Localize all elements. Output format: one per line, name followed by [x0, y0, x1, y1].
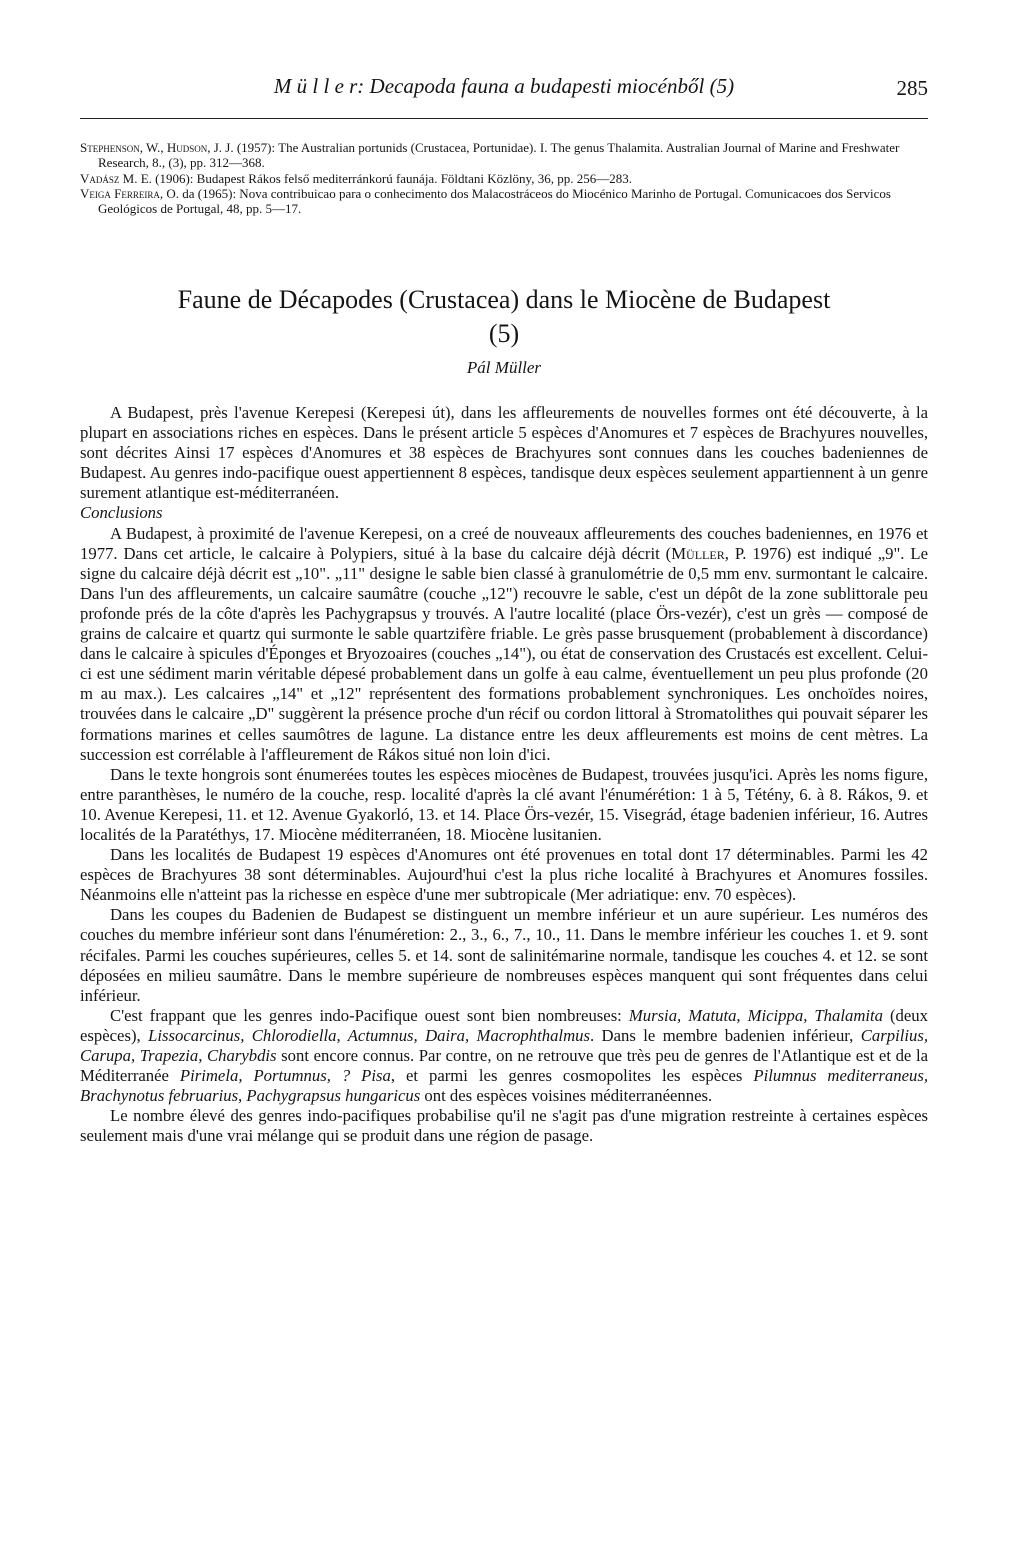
genus-names: Pirimela, Portumnus, ? Pisa: [179, 1066, 391, 1086]
text-run: , P. 1976) est indiqué „9". Le signe du calcaire déjà décrit est „10". „11" designe le sable bien classé à granulométrie de 0,5 mm env. surmontant le calcaire. Dans l'un des affleurements, un calcaire saumâtre (couche „12") recouvre le sable, c'est un dépôt de la zone sublittorale peu profonde prés de la côte d'après les Pachygrapsus y trouvés. A l'autre localité (place Örs-vezér), c'est un grès — composé de grains de calcaire et quartz qui surmonte le sable quartzifère friable. Le grès passe brusquement (probablement à discordance) dans le calcaire à spicules d'Éponges et Bryozoaires (couches „14"), ou état de conservation des Crustacés est excellent. Celui-ci est une sédiment marin véritable dépesé probablement dans un golfe à eau calme, éventuellement un peu plus profonde (20 m au max.). Les calcaires „14" et „12" représentent des formations probablement synchroniques. Les onchoïdes noires, trouvées dans le calcaire „D" suggèrent la présence proche d'un récif ou cordon littoral à Stromatolithes qui pouvait séparer les formations marines et celles saumôtres de lagune. La distance entre les deux affleurements est moins de cent mètres. La succession est corrélable à l'affleurement de Rákos situé non loin d'ici.: [80, 543, 928, 764]
reference-list: [80, 140, 928, 216]
body-paragraph: [80, 524, 928, 765]
text-run: sont encore connus. Par contre, on ne retrouve que très peu de genres de l'Atlantique est et de la Méditerranée: [80, 1046, 928, 1086]
abstract-paragraph: A Budapest, près l'avenue Kerepesi (Kerepesi út), dans les affleurements de nouvelles formes ont été découverte, à la plupart en associations riches en espèces. Dans le présent article 5 espèces d'Anomures et 7 espèces de Brachyures nouvelles, sont décrites Ainsi 17 espèces d'Anomures et 38 espèces de Brachyures sont connues dans les couches badeniennes de Budapest. Au genres indo-pacifique ouest appertiennent 8 espèces, tandisque deux espèces seulement appartiennent à un genre surement atlantique est-méditerranéen.: [80, 403, 928, 503]
body-paragraph: [80, 1006, 928, 1106]
reference-text: (1906): Budapest Rákos felső mediterránkorú faunája. Földtani Közlöny, 36, pp. 256—283.: [155, 170, 632, 186]
text-run: . Dans le membre badenien inférieur,: [589, 1025, 861, 1045]
article-title-number: (5): [488, 319, 520, 348]
running-title: M ü l l e r: Decapoda fauna a budapesti miocénből (5): [273, 74, 735, 98]
text-run: (deux espèces),: [80, 1005, 928, 1045]
genus-names: Carpilius, Carupa, Trapezia, Charybdis: [80, 1025, 928, 1065]
reference-item: [80, 140, 928, 171]
genus-names: Mursia, Matuta, Micippa, Thalamita: [628, 1005, 883, 1025]
reference-item: [80, 186, 928, 217]
cited-author: Müller: [671, 543, 725, 563]
body-paragraph: Le nombre élevé des genres indo-pacifiques probabilise qu'il ne s'agit pas d'une migration restreinte à certaines espèces seulement mais d'une vrai mélange qui se produit dans une région de pasage.: [80, 1106, 928, 1146]
species-names: Pilumnus mediterraneus, Brachynotus februarius, Pachygrapsus hungaricus: [80, 1066, 928, 1106]
article-body: [80, 403, 928, 1146]
article-title: [80, 283, 928, 351]
text-run: A Budapest, à proximité de l'avenue Kerepesi, on a creé de nouveaux affleurements des couches badeniennes, en 1976 et 1977. Dans cet article, le calcaire à Polypiers, situé à la base du calcaire déjà décrit (: [80, 523, 928, 563]
reference-text: da (1965): Nova contribuicao para o conhecimento dos Malacostráceos do Miocénico Marinho de Portugal. Comunicacoes dos Servicos Geológicos de Portugal, 48, pp. 5—17.: [98, 185, 891, 217]
body-paragraph: Dans les coupes du Badenien de Budapest se distinguent un membre inférieur et un aure supérieur. Les numéros des couches du membre inférieur sont dans l'énuméretion: 2., 3., 6., 7., 10., 11. Dans le membre inférieur les couches 1. et 9. sont récifales. Parmi les couches supérieures, celles 5. et 14. sont de salinitémarine normale, tandisque les couches 4. et 12. se sont déposées en milieu saumâtre. Dans le membre supérieure de nombreuses espèces manquent qui sont fréquentes dans celui inférieur.: [80, 905, 928, 1005]
text-run: , et parmi les genres cosmopolites les espèces: [390, 1066, 754, 1086]
text-run: ont des espèces voisines méditerranéennes.: [420, 1086, 713, 1106]
reference-item: [80, 171, 928, 186]
genus-names: Lissocarcinus, Chlorodiella, Actumnus, Daira, Macrophthalmus: [148, 1025, 590, 1045]
running-header: [80, 72, 928, 112]
conclusions-heading: Conclusions: [80, 503, 163, 523]
article-author: Pál Müller: [466, 358, 542, 377]
page-number: 285: [896, 76, 928, 100]
header-rule: [80, 118, 928, 119]
body-paragraph: Dans le texte hongrois sont énumerées toutes les espèces miocènes de Budapest, trouvées jusqu'ici. Après les noms figure, entre paranthèses, le numéro de la couche, resp. localité d'après la clé avant l'énumérétion: 1 à 5, Tétény, 6. à 8. Rákos, 9. et 10. Avenue Kerepesi, 11. et 12. Avenue Gyakorló, 13. et 14. Place Örs-vezér, 15. Visegrád, étage badenien inférieur, 16. Autres localités de la Paratéthys, 17. Miocène méditerranéen, 18. Miocène lusitanien.: [80, 764, 928, 844]
reference-text: (1957): The Australian portunids (Crustacea, Portunidae). I. The genus Thalamita. Australian Journal of Marine and Freshwater Research, 8., (3), pp. 312—368.: [98, 140, 900, 171]
text-run: C'est frappant que les genres indo-Pacifique ouest sont bien nombreuses:: [110, 1005, 629, 1025]
reference-author: Vadász M. E.: [80, 170, 152, 186]
reference-author: Veiga Ferreira, O.: [80, 185, 180, 201]
reference-author: Stephenson, W., Hudson, J. J.: [80, 140, 234, 155]
body-paragraph: Dans les localités de Budapest 19 espèces d'Anomures ont été provenues en total dont 17 déterminables. Parmi les 42 espèces de Brachyures 38 sont déterminables. Aujourd'hui c'est la plus riche localité à Brachyures et Anomures fossiles. Néanmoins elle n'atteint pas la richesse en espèce d'une mer subtropicale (Mer adriatique: env. 70 espèces).: [80, 845, 928, 905]
article-title-line: Faune de Décapodes (Crustacea) dans le Miocène de Budapest: [177, 285, 831, 314]
